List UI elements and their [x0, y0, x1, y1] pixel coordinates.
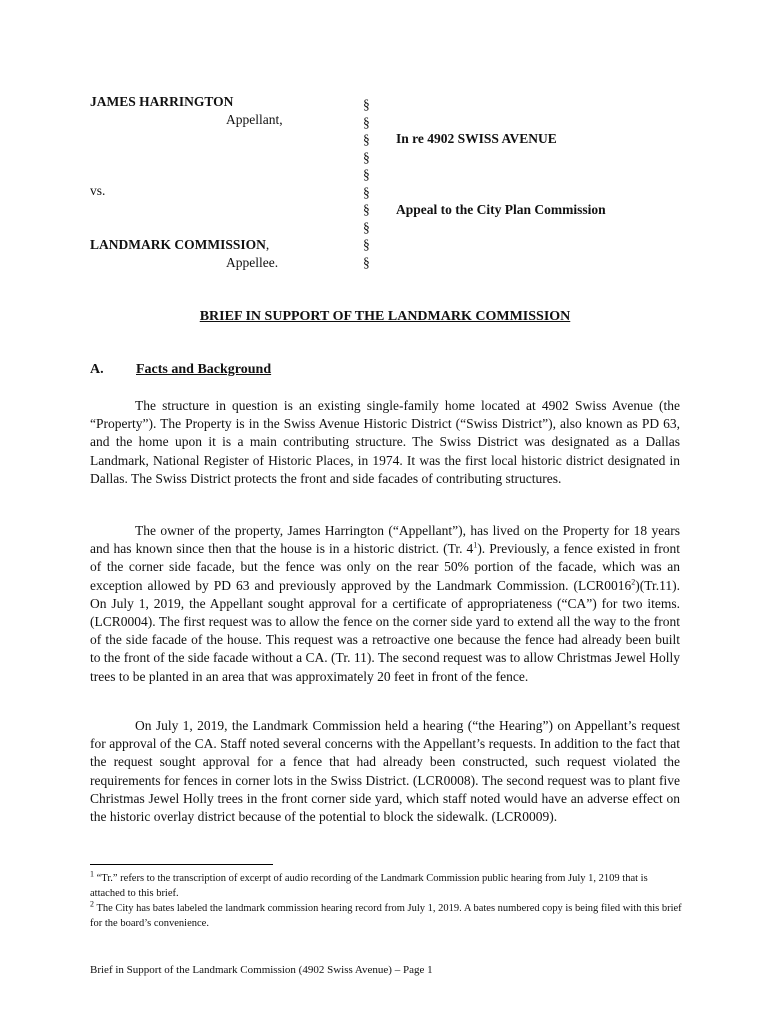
footnote-text: “Tr.” refers to the transcription of excerpt of audio recording of the Landmark Commission public hearing from July 1, 2109 that is attached to this brief. — [90, 873, 648, 899]
footnote-ref: 2 — [631, 577, 636, 587]
section-symbol: § — [363, 97, 370, 112]
versus-label: vs. — [90, 183, 106, 198]
section-symbol: § — [363, 219, 370, 235]
in-re-caption: In re 4902 SWISS AVENUE — [396, 131, 557, 146]
body-paragraph — [90, 522, 680, 686]
section-symbol: § — [363, 237, 370, 252]
footnote-1 — [90, 871, 685, 901]
footnote-ref: 1 — [473, 540, 478, 550]
footnote-text: The City has bates labeled the landmark commission hearing record from July 1, 2019. A bates numbered copy is being filed with this brief for the board’s convenience. — [90, 903, 682, 929]
appellee-name: LANDMARK COMMISSION — [90, 237, 266, 252]
brief-title: BRIEF IN SUPPORT OF THE LANDMARK COMMISSION — [199, 309, 571, 324]
footnote-2 — [90, 901, 685, 931]
section-number: A. — [90, 362, 104, 377]
footnote-divider — [90, 864, 273, 865]
section-symbol: § — [363, 114, 370, 130]
section-symbol: § — [363, 202, 370, 217]
section-symbol: § — [363, 254, 370, 270]
appellee-role: Appellee. — [226, 255, 279, 270]
appellant-role: Appellant, — [226, 112, 283, 127]
appellee-line — [90, 236, 269, 254]
footnote-number: 2 — [90, 899, 94, 909]
section-symbol: § — [363, 149, 370, 165]
section-symbol: § — [363, 132, 370, 147]
section-symbol-column — [363, 96, 370, 271]
appellant-name: JAMES HARRINGTON — [90, 94, 234, 109]
body-paragraph: On July 1, 2019, the Landmark Commission held a hearing (“the Hearing”) on Appellant’s request for approval of the CA. Staff noted several concerns with the Appellant’s requests. In addition to the fact that the request sought approval for a fence that had already been constructed, such request violated the requirements for fences in corner lots in the Swiss District. (LCR0008). The second request was to plant five Christmas Jewel Holly trees in the front corner side yard, which staff noted would have an adverse effect on the historic overlay district because of the potential to block the sidewalk. (LCR0009). — [90, 718, 680, 825]
paragraph-text: The owner of the property, James Harrington (“Appellant”), has lived on the Property for 18 years and has known since then that the house is in a historic district. (Tr. 4 — [90, 523, 680, 557]
paragraph-text: ). Previously, a fence existed in front of the corner side facade, but the fence was only on the rear 50% portion of the facade, which was an exception allowed by PD 63 and previously approved by the Landmark Commission. (LCR0016 — [90, 541, 680, 593]
section-heading: Facts and Background — [136, 362, 272, 377]
paragraph-text: )(Tr.11). On July 1, 2019, the Appellant sought approval for a certificate of appropriateness (“CA”) for two items. (LCR0004). The first request was to allow the fence on the corner side yard to extend all the way to the front of the side facade of the house. This request was a retroactive one because the fence had already been built to the front of the side facade without a CA. (Tr. 11). The second request was to allow Christmas Jewel Holly trees to be planted in an area that was approximately 20 feet in front of the fence. — [90, 577, 681, 684]
appellee-comma: , — [265, 237, 270, 252]
section-symbol: § — [363, 184, 370, 200]
section-symbol: § — [363, 167, 370, 182]
footnote-number: 1 — [90, 869, 94, 879]
page-footer: Brief in Support of the Landmark Commission (4902 Swiss Avenue) – Page 1 — [90, 964, 433, 976]
body-paragraph: The structure in question is an existing single-family home located at 4902 Swiss Avenue (the “Property”). The Property is in the Swiss Avenue Historic District (“Swiss District”), also known as PD 63, and the home upon it is a main contributing structure. The Swiss District was designated as a Dallas Landmark, National Register of Historic Places, in 1974. It was the first local historic district designated in Dallas. The Swiss District protects the front and side facades of contributing structures. — [90, 398, 680, 486]
appeal-caption: Appeal to the City Plan Commission — [396, 202, 606, 217]
